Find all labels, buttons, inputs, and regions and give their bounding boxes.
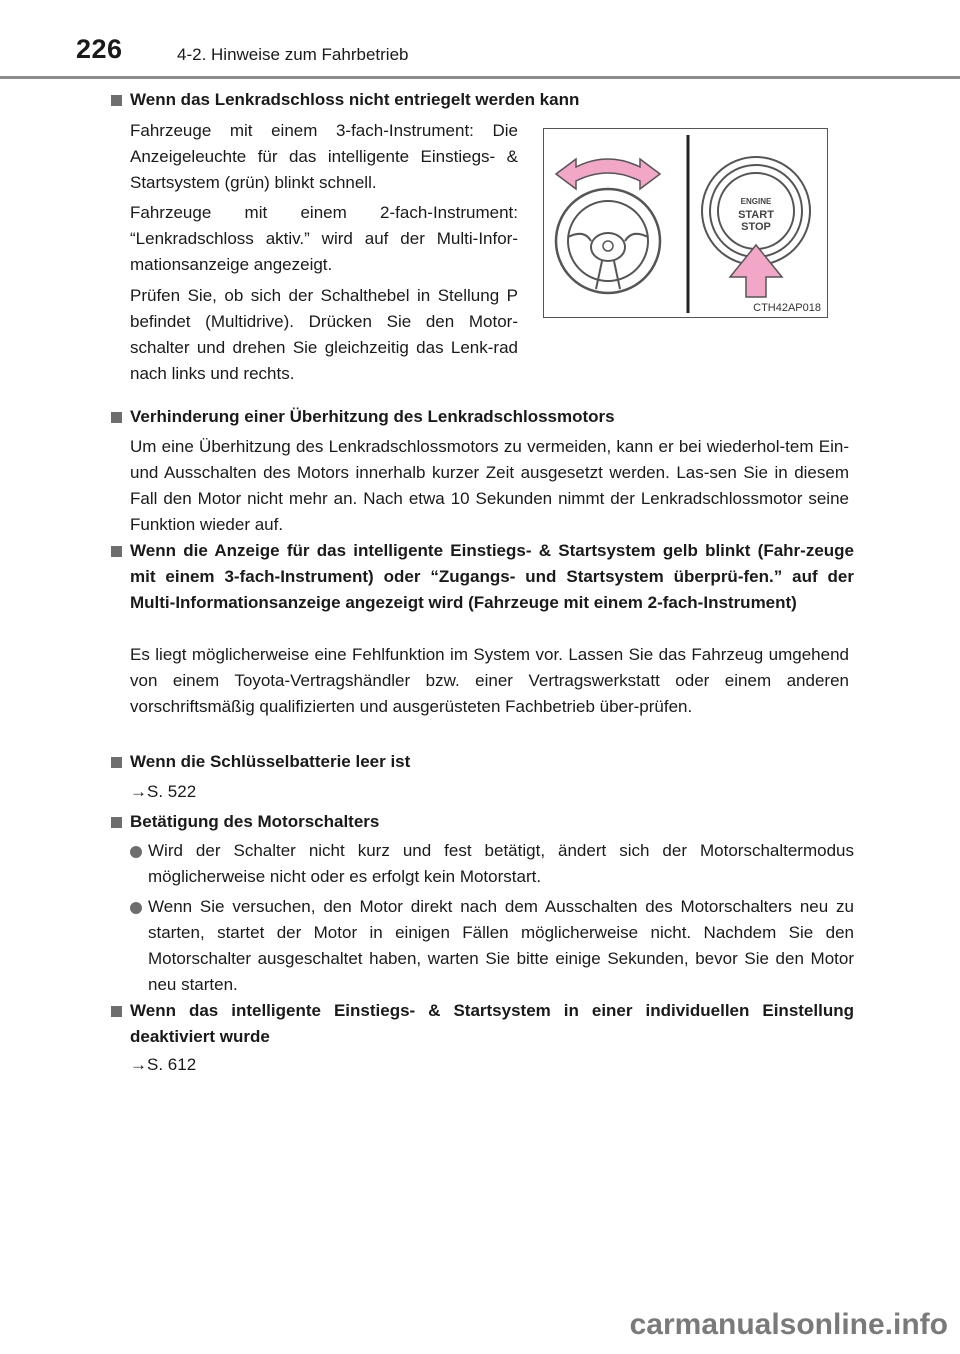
list-item: Wenn Sie versuchen, den Motor direkt nach dem Ausschalten des Motorschalters neu zu starten, startet der Motor in einigen Fällen möglicherweise nicht. Nachdem Sie den Motorschalter ausgeschaltet haben, warten Sie bitte einige Sekunden, bevor Sie den Motor neu starten. xyxy=(148,897,854,994)
heading-bullet xyxy=(111,412,122,423)
paragraph: Fahrzeuge mit einem 3-fach-Instrument: Die Anzeigeleuchte für das intelligente Einstiegs- & Startsystem (grün) blinkt schnell. xyxy=(130,121,518,192)
figure-illustration xyxy=(544,129,829,319)
page-reference: →S. 522 xyxy=(130,782,197,801)
watermark: carmanualsonline.info xyxy=(629,1308,948,1341)
page-reference: →S. 612 xyxy=(130,1055,197,1074)
figure-code: CTH42AP018 xyxy=(753,302,821,314)
steering-engine-switch-figure xyxy=(543,128,828,318)
heading-individual-setting: Wenn das intelligente Einstiegs- & Startsystem in einer individuellen Einstellung deaktiviert wurde xyxy=(130,1001,854,1046)
paragraph: Es liegt möglicherweise eine Fehlfunktion im System vor. Lassen Sie das Fahrzeug umgehend von einem Toyota-Vertragshändler bzw. einer Vertragswerkstatt oder einem anderen vorschriftsmäßig qualifizierten und ausgerüsteten Fachbetrieb über-prüfen. xyxy=(130,645,849,716)
paragraph: Um eine Überhitzung des Lenkradschlossmotors zu vermeiden, kann er bei wiederhol-tem Ein- und Ausschalten des Motors innerhalb kurzer Zeit ausgesetzt werden. Las-sen Sie in diesem Fall den Motor nicht mehr an. Nach etwa 10 Sekunden nimmt der Lenkradschlossmotor seine Funktion wieder auf. xyxy=(130,437,849,534)
button-label: ENGINE xyxy=(740,197,772,206)
section-title: 4-2. Hinweise zum Fahrbetrieb xyxy=(177,45,409,64)
heading-steering-lock: Wenn das Lenkradschloss nicht entriegelt werden kann xyxy=(130,90,580,109)
page-header xyxy=(0,0,960,80)
paragraph: Prüfen Sie, ob sich der Schalthebel in Stellung P befindet (Multidrive). Drücken Sie den Motor-schalter und drehen Sie gleichzeitig das Lenk-rad nach links und rechts. xyxy=(130,286,518,383)
list-bullet xyxy=(130,846,142,858)
heading-bullet xyxy=(111,817,122,828)
heading-bullet xyxy=(111,757,122,768)
heading-key-battery: Wenn die Schlüsselbatterie leer ist xyxy=(130,752,411,771)
list-item: Wird der Schalter nicht kurz und fest betätigt, ändert sich der Motorschaltermodus möglicherweise nicht oder es erfolgt kein Motorstart. xyxy=(148,841,854,886)
heading-bullet xyxy=(111,95,122,106)
button-label: START xyxy=(738,209,774,221)
heading-bullet xyxy=(111,1006,122,1017)
paragraph: Fahrzeuge mit einem 2-fach-Instrument: “Lenkradschloss aktiv.” wird auf der Multi-Infor-mationsanzeige angezeigt. xyxy=(130,203,518,274)
heading-bullet xyxy=(111,546,122,557)
list-bullet xyxy=(130,902,142,914)
rotate-arrow-icon xyxy=(556,159,660,189)
page-number: 226 xyxy=(76,34,123,64)
heading-engine-switch: Betätigung des Motorschalters xyxy=(130,812,380,831)
button-label: STOP xyxy=(741,221,771,233)
steering-wheel-icon xyxy=(556,189,660,293)
heading-overheat: Verhinderung einer Überhitzung des Lenkradschlossmotors xyxy=(130,407,615,426)
header-rule xyxy=(0,76,960,79)
heading-indicator-yellow: Wenn die Anzeige für das intelligente Einstiegs- & Startsystem gelb blinkt (Fahr-zeuge mit einem 3-fach-Instrument) oder “Zugangs- und Startsystem überprü-fen.” auf der Multi-Informationsanzeige angezeigt wird (Fahrzeuge mit einem 2-fach-Instrument) xyxy=(130,541,854,612)
